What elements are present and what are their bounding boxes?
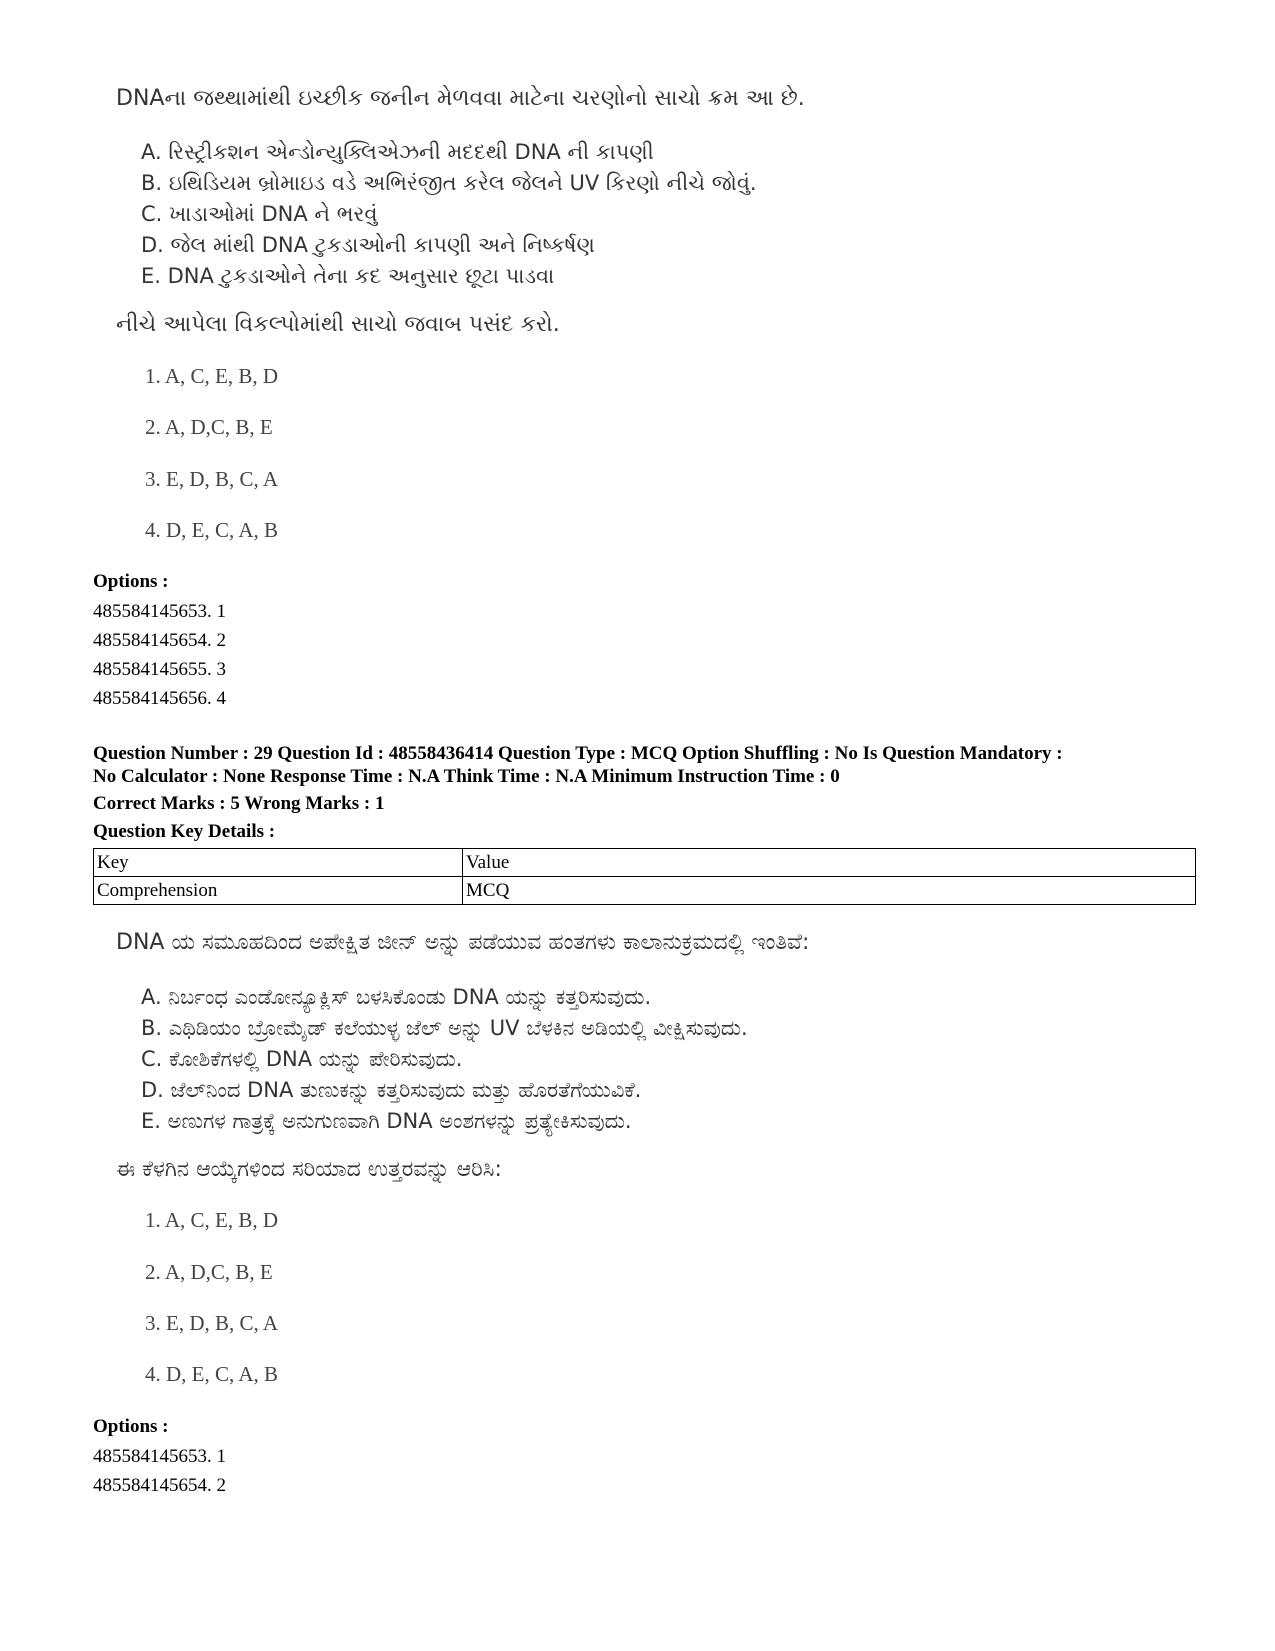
table-cell: MCQ [463, 877, 1196, 905]
q29-meta-line2: No Calculator : None Response Time : N.A Think Time : N.A Minimum Instruction Time : 0 [93, 766, 840, 787]
question-key-table [93, 848, 1196, 905]
q29-meta-line1: Question Number : 29 Question Id : 48558436414 Question Type : MCQ Option Shuffling : No Is Question Mandatory : [93, 743, 1063, 764]
q29-prompt: ಈ ಕೆಳಗಿನ ಆಯ್ಕೆಗಳಿಂದ ಸರಿಯಾದ ಉತ್ತರವನ್ನು ಆರಿಸಿ: [116, 1157, 502, 1182]
q28-prompt: નીચે આપેલા વિકલ્પોમાંથી સાચો જવાબ પસંદ કરો. [116, 312, 560, 337]
option-item: 485584145656. 4 [93, 688, 226, 709]
q29-statement: E. ಅಣುಗಳ ಗಾತ್ರಕ್ಕೆ ಅನುಗುಣವಾಗಿ DNA ಅಂಶಗಳನ್ನು ಪ್ರತ್ಯೇಕಿಸುವುದು. [141, 1109, 632, 1133]
q29-choice-1: 1. A, C, E, B, D [145, 1208, 279, 1232]
table-header-row [94, 849, 1196, 877]
q28-choice-2: 2. A, D,C, B, E [145, 415, 273, 439]
q29-statements [116, 982, 1216, 1137]
q28-options-label: Options : [93, 571, 169, 592]
q29-marks: Correct Marks : 5 Wrong Marks : 1 [93, 793, 385, 814]
q29-statement: D. ಜೆಲ್‌ನಿಂದ DNA ತುಣುಕನ್ನು ಕತ್ತರಿಸುವುದು ಮತ್ತು ಹೊರತೆಗೆಯುವಿಕೆ. [141, 1078, 642, 1102]
q29-statement: B. ಎಥಿಡಿಯಂ ಬ್ರೋಮೈಡ್ ಕಲೆಯುಳ್ಳ ಜೆಲ್ ಅನ್ನು UV ಬೆಳಕಿನ ಅಡಿಯಲ್ಲಿ ವೀಕ್ಷಿಸುವುದು. [141, 1016, 748, 1040]
q28-choice-3: 3. E, D, B, C, A [145, 467, 279, 491]
q28-statement: E. DNA ટુકડાઓને તેના કદ અનુસાર છૂટા પાડવા [141, 264, 555, 288]
q29-choice-3: 3. E, D, B, C, A [145, 1311, 279, 1335]
q29-choice-4: 4. D, E, C, A, B [145, 1362, 279, 1386]
q29-key-details-label: Question Key Details : [93, 821, 276, 842]
q28-statements [116, 137, 1216, 292]
q28-statement: C. ખાડાઓમાં DNA ને ભરવું [141, 202, 378, 226]
q29-choice-2: 2. A, D,C, B, E [145, 1260, 273, 1284]
q29-meta [93, 742, 1213, 788]
q28-choice-1: 1. A, C, E, B, D [145, 364, 279, 388]
table-header-key: Key [94, 849, 463, 877]
table-cell: Comprehension [94, 877, 463, 905]
option-item: 485584145654. 2 [93, 630, 226, 651]
option-item: 485584145654. 2 [93, 1475, 226, 1496]
q29-intro: DNA ಯ ಸಮೂಹದಿಂದ ಅಪೇಕ್ಷಿತ ಜೀನ್ ಅನ್ನು ಪಡೆಯುವ ಹಂತಗಳು ಕಾಲಾನುಕ್ರಮದಲ್ಲಿ ಇಂತಿವೆ: [116, 930, 810, 955]
q28-choice-4: 4. D, E, C, A, B [145, 518, 279, 542]
q28-statement: A. રિસ્ટ્રીકશન એન્ડોન્યુક્લિએઝની મદદથી DNA ની કાપણી [141, 140, 654, 164]
q29-statement: C. ಕೋಶಿಕೆಗಳಲ್ಲಿ DNA ಯನ್ನು ಪೇರಿಸುವುದು. [141, 1047, 463, 1071]
q28-statement: D. જેલ માંથી DNA ટુકડાઓની કાપણી અને નિષ્કર્ષણ [141, 233, 595, 257]
table-row [94, 877, 1196, 905]
option-item: 485584145653. 1 [93, 601, 226, 622]
option-item: 485584145655. 3 [93, 659, 226, 680]
option-item: 485584145653. 1 [93, 1446, 226, 1467]
q28-intro: DNAના જથ્થામાંથી ઇચ્છીક જનીન મેળવવા માટેના ચરણોનો સાચો ક્રમ આ છે. [116, 86, 805, 111]
q28-options-list [93, 597, 1193, 713]
table-header-value: Value [463, 849, 1196, 877]
q29-options-list [93, 1442, 1193, 1500]
q29-statement: A. ನಿರ್ಬಂಧ ಎಂಡೋನ್ಯೂಕ್ಲಿಸ್ ಬಳಸಿಕೊಂಡು DNA ಯನ್ನು ಕತ್ತರಿಸುವುದು. [141, 985, 652, 1009]
q29-options-label: Options : [93, 1416, 169, 1437]
q28-statement: B. ઇથિડિયમ બ્રોમાઇડ વડે અભિરંજીત કરેલ જેલને UV કિરણો નીચે જોવું. [141, 171, 757, 195]
